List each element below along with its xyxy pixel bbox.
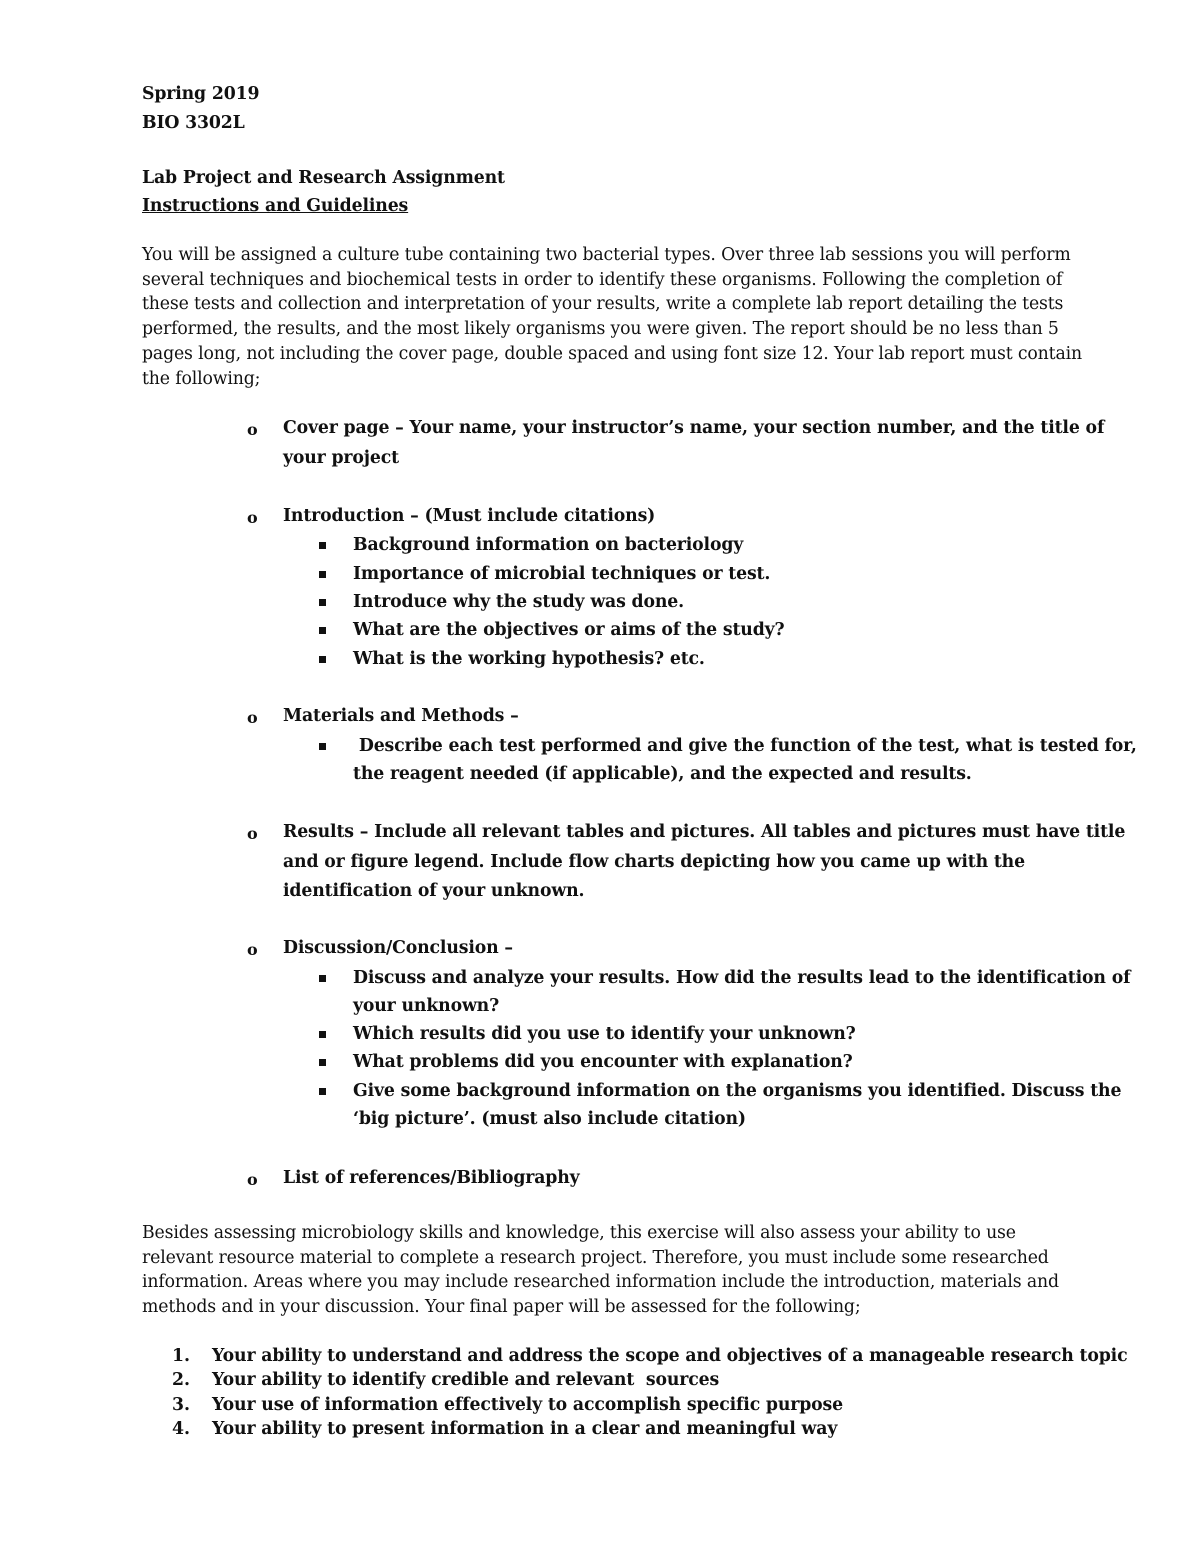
bullet-item-continuation: ‘big picture’. (must also include citation) (353, 1109, 746, 1129)
square-bullet (319, 656, 326, 663)
bullet-item: What is the working hypothesis? etc. (353, 649, 705, 669)
intro-paragraph (142, 243, 1082, 391)
closing-line: relevant resource material to complete a research project. Therefore, you must include some researched (142, 1247, 1049, 1268)
section-results-line: identification of your unknown. (283, 881, 585, 901)
section-marker: o (247, 1170, 258, 1189)
bullet-item: Give some background information on the organisms you identified. Discuss the (353, 1081, 1122, 1101)
closing-paragraph (142, 1221, 1082, 1319)
criteria-number: 1. (172, 1346, 191, 1366)
document-title: Lab Project and Research Assignment (142, 168, 505, 188)
section-cover-line: Cover page – Your name, your instructor’s name, your section number, and the title of (283, 418, 1105, 438)
intro-line: You will be assigned a culture tube containing two bacterial types. Over three lab sessions you will perform (142, 245, 1071, 265)
bullet-item: Describe each test performed and give the function of the test, what is tested for, (353, 736, 1137, 756)
section-marker: o (247, 940, 258, 959)
section-references-heading: List of references/Bibliography (283, 1168, 580, 1188)
bullet-item: What are the objectives or aims of the study? (353, 620, 785, 640)
criteria-number: 3. (172, 1395, 191, 1415)
term-label: Spring 2019 (142, 84, 260, 104)
bullet-item: Discuss and analyze your results. How did the results lead to the identification of (353, 968, 1131, 988)
criteria-item: Your ability to present information in a clear and meaningful way (212, 1419, 838, 1439)
criteria-item: Your use of information effectively to accomplish specific purpose (212, 1395, 843, 1415)
section-introduction-heading: Introduction – (Must include citations) (283, 506, 656, 526)
criteria-number: 4. (172, 1419, 191, 1439)
section-marker: o (247, 508, 258, 527)
square-bullet (319, 571, 326, 578)
criteria-item: Your ability to understand and address the scope and objectives of a manageable research topic (212, 1346, 1128, 1366)
section-discussion-heading: Discussion/Conclusion – (283, 938, 513, 958)
course-code: BIO 3302L (142, 113, 245, 133)
section-marker: o (247, 708, 258, 727)
intro-line: these tests and collection and interpretation of your results, write a complete lab report detailing the tests (142, 294, 1064, 315)
section-methods-heading: Materials and Methods – (283, 706, 519, 726)
document-subtitle: Instructions and Guidelines (142, 196, 409, 216)
bullet-item: Background information on bacteriology (353, 535, 744, 555)
bullet-item: Importance of microbial techniques or test. (353, 564, 771, 584)
bullet-item: What problems did you encounter with explanation? (353, 1052, 853, 1072)
section-results-line: Results – Include all relevant tables and pictures. All tables and pictures must have title (283, 822, 1126, 842)
square-bullet (319, 1059, 326, 1066)
bullet-item-continuation: the reagent needed (if applicable), and the expected and results. (353, 764, 972, 784)
closing-line: methods and in your discussion. Your final paper will be assessed for the following; (142, 1296, 861, 1317)
intro-line: several techniques and biochemical tests in order to identify these organisms. Following the completion of (142, 269, 1063, 290)
intro-line: performed, the results, and the most likely organisms you were given. The report should be no less than 5 (142, 319, 1059, 340)
square-bullet (319, 627, 326, 634)
criteria-number: 2. (172, 1370, 191, 1390)
square-bullet (319, 1031, 326, 1038)
section-marker: o (247, 824, 258, 843)
section-cover-line: your project (283, 448, 399, 468)
square-bullet (319, 975, 326, 982)
section-results-line: and or figure legend. Include flow charts depicting how you came up with the (283, 852, 1025, 872)
bullet-item-continuation: your unknown? (353, 996, 500, 1016)
closing-line: information. Areas where you may include researched information include the introduction, materials and (142, 1272, 1059, 1292)
intro-line: the following; (142, 368, 261, 389)
closing-line: Besides assessing microbiology skills and knowledge, this exercise will also assess your ability to use (142, 1223, 1016, 1243)
bullet-item: Which results did you use to identify your unknown? (353, 1024, 856, 1044)
square-bullet (319, 743, 326, 750)
criteria-item: Your ability to identify credible and relevant sources (212, 1370, 720, 1390)
bullet-item: Introduce why the study was done. (353, 592, 684, 612)
square-bullet (319, 542, 326, 549)
square-bullet (319, 599, 326, 606)
square-bullet (319, 1088, 326, 1095)
section-marker: o (247, 420, 258, 439)
intro-line: pages long, not including the cover page, double spaced and using font size 12. Your lab report must contain (142, 343, 1082, 364)
